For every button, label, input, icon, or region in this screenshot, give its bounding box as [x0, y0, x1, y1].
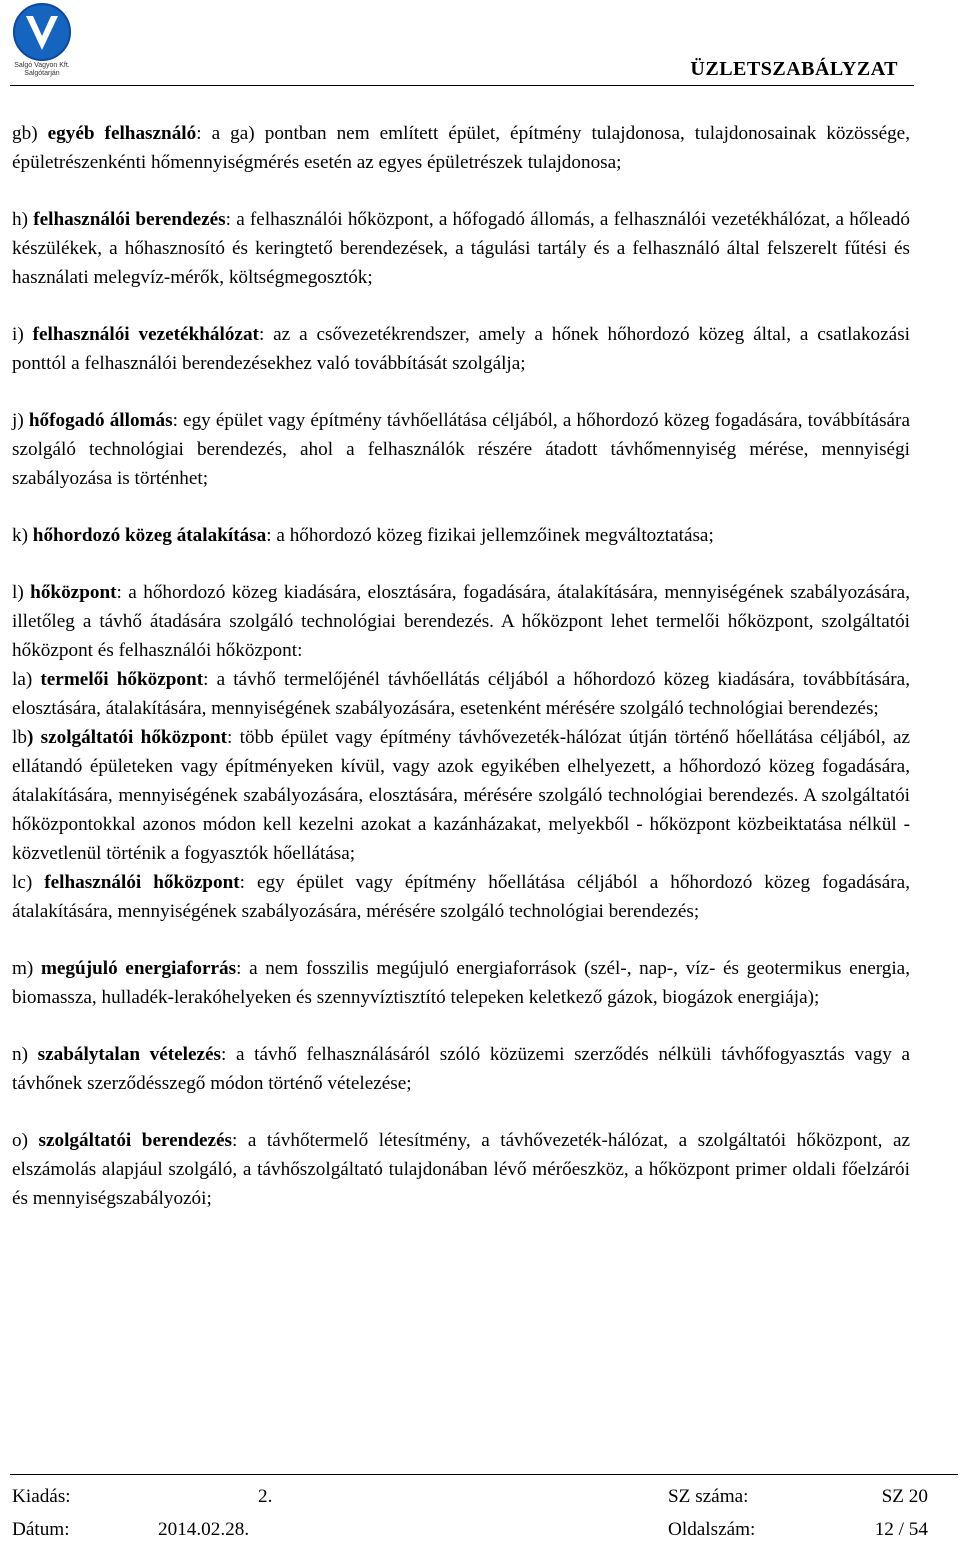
page-number-value: 12 / 54: [874, 1519, 928, 1540]
logo-company-name: Salgó Vagyon Kft.: [14, 62, 70, 69]
sz-number-value: SZ 20: [881, 1486, 928, 1507]
definition-n: n) szabálytalan vételezés: a távhő felhasználásáról szóló közüzemi szerződés nélküli távhőfogyasztás vagy a távhőnek szerződésszegő módon történő vételezése;: [12, 1044, 910, 1094]
date-label: Dátum:: [12, 1519, 70, 1540]
definition-l: l) hőközpont: a hőhordozó közeg kiadására, elosztására, fogadására, átalakítására, mennyiségének szabályozására, illetőleg a távhő átadására szolgáló technológiai berendezés. A hőközpont lehet termelői hőközpont, szolgáltatói hőközpont és felhasználói hőközpont:: [12, 582, 910, 661]
footer-row-edition: [12, 1486, 928, 1516]
term: felhasználói berendezés: [33, 209, 226, 230]
term: felhasználói vezetékhálózat: [32, 324, 259, 345]
term: termelői hőközpont: [40, 669, 204, 690]
definition-j: j) hőfogadó állomás: egy épület vagy építmény távhőellátása céljából, a hőhordozó közeg fogadására, továbbítására szolgáló technológiai berendezés, ahol a felhasználók részére átadott távhőmennyiség mérése, mennyiségi szabályozása is történhet;: [12, 410, 910, 489]
term: hőhordozó közeg átalakítása: [32, 525, 267, 546]
term: felhasználói hőközpont: [44, 872, 240, 893]
term: hőközpont: [30, 582, 117, 603]
edition-label: Kiadás:: [12, 1486, 71, 1507]
page-number-label: Oldalszám:: [668, 1519, 756, 1540]
definition-lb: lb) szolgáltatói hőközpont: több épület vagy építmény távhővezeték-hálózat útján történő hőellátása céljából, az ellátandó épületeken vagy építményeken kívül, vagy azok egyikében elhelyezett, a hőhordozó közeg fogadására, átalakítására, mennyiségének szabályozására, elosztására, mérésére szolgáló technológiai berendezés. A szolgáltatói hőközpontokkal azonos módon kell kezelni azokat a kazánházakat, melyekből - hőközpont közbeiktatása nélkül - közvetlenül történik a fogyasztók hőellátása;: [12, 727, 910, 864]
company-logo: [10, 2, 74, 82]
definition-la: la) termelői hőközpont: a távhő termelőjénél távhőellátás céljából a hőhordozó közeg kiadására, továbbítására, elosztására, átalakítására, mennyiségének szabályozására, esetenként mérésére szolgáló technológiai berendezés;: [12, 669, 910, 719]
sz-number-label: SZ száma:: [668, 1486, 749, 1507]
term: szabálytalan vételezés: [37, 1044, 222, 1065]
date-value: 2014.02.28.: [158, 1519, 250, 1540]
term: megújuló energiaforrás: [40, 958, 237, 979]
logo-city: Salgótarján: [24, 70, 60, 77]
definition-k: k) hőhordozó közeg átalakítása: a hőhordozó közeg fizikai jellemzőinek megváltoztatása;: [12, 525, 714, 546]
footer-row-date: [12, 1519, 928, 1549]
term: ) szolgáltatói hőközpont: [26, 727, 228, 748]
document-title: ÜZLETSZABÁLYZAT: [690, 58, 898, 80]
logo-mark-icon: [12, 2, 72, 62]
term: hőfogadó állomás: [28, 410, 173, 431]
edition-value: 2.: [258, 1486, 273, 1507]
definition-gb: gb) egyéb felhasználó: a ga) pontban nem említett épület, építmény tulajdonosa, tulajdonosainak közössége, épületrészenkénti hőmennyiségmérés esetén az egyes épületrészek tulajdonosa;: [12, 123, 910, 173]
header-divider: [10, 85, 914, 86]
definition-lc: lc) felhasználói hőközpont: egy épület vagy építmény hőellátása céljából a hőhordozó közeg fogadására, átalakítására, mennyiségének szabályozására, mérésére szolgáló technológiai berendezés;: [12, 872, 910, 922]
definition-o: o) szolgáltatói berendezés: a távhőtermelő létesítmény, a távhővezeték-hálózat, a szolgáltatói hőközpont, az elszámolás alapjául szolgáló, a távhőszolgáltató tulajdonában lévő mérőeszköz, a hőközpont primer oldali főelzárói és mennyiségszabályozói;: [12, 1130, 910, 1209]
term: szolgáltatói berendezés: [38, 1130, 233, 1151]
term: egyéb felhasználó: [47, 123, 197, 144]
definition-h: h) felhasználói berendezés: a felhasználói hőközpont, a hőfogadó állomás, a felhasználói vezetékhálózat, a hőleadó készülékek, a hőhasznosító és keringtető berendezések, a tágulási tartály és a felhasználó által felszerelt fűtési és használati melegvíz-mérők, költségmegosztók;: [12, 209, 910, 288]
footer-divider: [10, 1474, 958, 1475]
definition-i: i) felhasználói vezetékhálózat: az a csővezetékrendszer, amely a hőnek hőhordozó közeg által, a csatlakozási ponttól a felhasználói berendezésekhez való továbbítását szolgálja;: [12, 324, 910, 374]
document-body: [12, 119, 910, 1213]
definition-m: m) megújuló energiaforrás: a nem fosszilis megújuló energiaforrások (szél-, nap-, víz- és geotermikus energia, biomassza, hulladék-lerakóhelyeken és szennyvíztisztító telepeken keletkező gázok, biogázok energiája);: [12, 958, 910, 1008]
